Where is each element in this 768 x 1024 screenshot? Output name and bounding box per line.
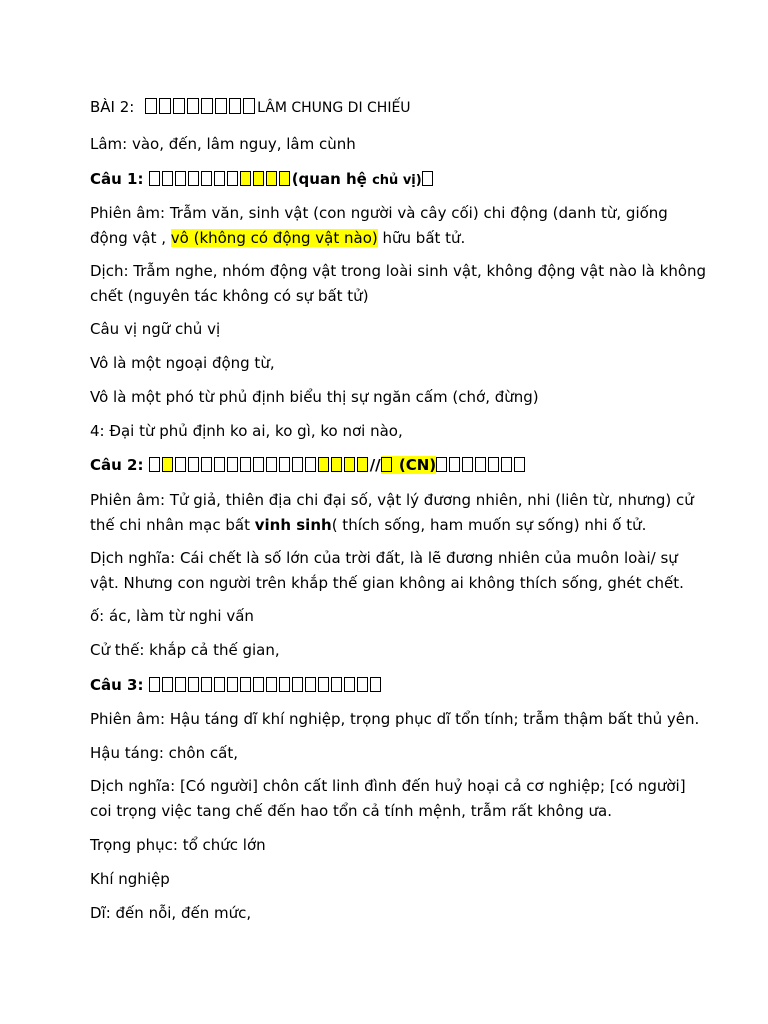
missing-glyphs [436, 456, 527, 474]
text-line: Hậu táng: chôn cất, [90, 744, 238, 762]
lesson-title [90, 98, 690, 117]
text-line: Vô là một phó từ phủ định biểu thị sự ngăn cấm (chớ, đừng) [90, 388, 539, 406]
missing-glyph [422, 171, 433, 186]
text-line: chết (nguyên tác không có sự bất tử) [90, 287, 369, 305]
question-3-heading [90, 676, 690, 694]
text-line: Phiên âm: Tử giả, thiên địa chi đại số, vật lý đương nhiên, nhi (liên từ, nhưng) cử [90, 491, 694, 509]
highlighted-text: vô (không có động vật nào) [170, 229, 378, 247]
subject-label: (CN) [393, 456, 437, 474]
lesson-number: BÀI 2: [90, 98, 135, 116]
text-line: Câu vị ngữ chủ vị [90, 320, 221, 338]
text-line: Dịch nghĩa: Cái chết là số lớn của trời đất, là lẽ đương nhiên của muôn loài/ sự [90, 549, 678, 567]
text-line: Phiên âm: Hậu táng dĩ khí nghiệp, trọng phục dĩ tổn tính; trẫm thậm bất thủ yên. [90, 710, 700, 728]
text-line: Dĩ: đến nỗi, đến mức, [90, 904, 252, 922]
text-line [90, 516, 690, 534]
lesson-title-text: LÂM CHUNG DI CHIẾU [257, 100, 411, 116]
missing-glyphs [149, 170, 292, 188]
text-line: 4: Đại từ phủ định ko ai, ko gì, ko nơi nào, [90, 422, 403, 440]
highlighted-subject [381, 456, 437, 474]
text-line: Dịch nghĩa: [Có người] chôn cất linh đình đến huỷ hoại cả cơ nghiệp; [có người] [90, 777, 686, 795]
text-line: Lâm: vào, đến, lâm nguy, lâm cùnh [90, 135, 356, 153]
text-line: Vô là một ngoại động từ, [90, 354, 275, 372]
text-line: Cử thế: khắp cả thế gian, [90, 641, 280, 659]
text-line: Phiên âm: Trẫm văn, sinh vật (con người và cây cối) chi động (danh từ, giống [90, 204, 668, 222]
text-segment: ( thích sống, ham muốn sự sống) nhi ố tử. [331, 516, 647, 534]
text-line: Dịch: Trẫm nghe, nhóm động vật trong loài sinh vật, không động vật nào là không [90, 262, 707, 280]
bold-term: vinh sinh [254, 516, 332, 534]
question-label: Câu 3: [90, 676, 144, 694]
question-1-heading [90, 170, 690, 190]
question-2-heading [90, 456, 690, 474]
text-line [90, 229, 690, 247]
question-label: Câu 2: [90, 456, 144, 474]
text-segment: hữu bất tử. [377, 229, 466, 247]
grammar-note-detail: chủ vị) [372, 173, 422, 188]
missing-glyphs [149, 676, 383, 694]
missing-glyphs [145, 98, 257, 116]
text-line: Trọng phục: tổ chức lớn [90, 836, 266, 854]
text-line: Khí nghiệp [90, 870, 170, 888]
text-line: coi trọng việc tang chế đến hao tổn cả tính mệnh, trẫm rất không ưa. [90, 802, 612, 820]
separator: // [369, 456, 381, 474]
question-label: Câu 1: [90, 170, 144, 188]
missing-glyphs [149, 456, 370, 474]
text-line: ố: ác, làm từ nghi vấn [90, 607, 254, 625]
grammar-note: (quan hệ [291, 170, 367, 188]
text-line: vật. Nhưng con người trên khắp thế gian không ai không thích sống, ghét chết. [90, 574, 684, 592]
text-segment: động vật , [90, 229, 166, 247]
text-segment: thế chi nhân mạc bất [90, 516, 255, 534]
